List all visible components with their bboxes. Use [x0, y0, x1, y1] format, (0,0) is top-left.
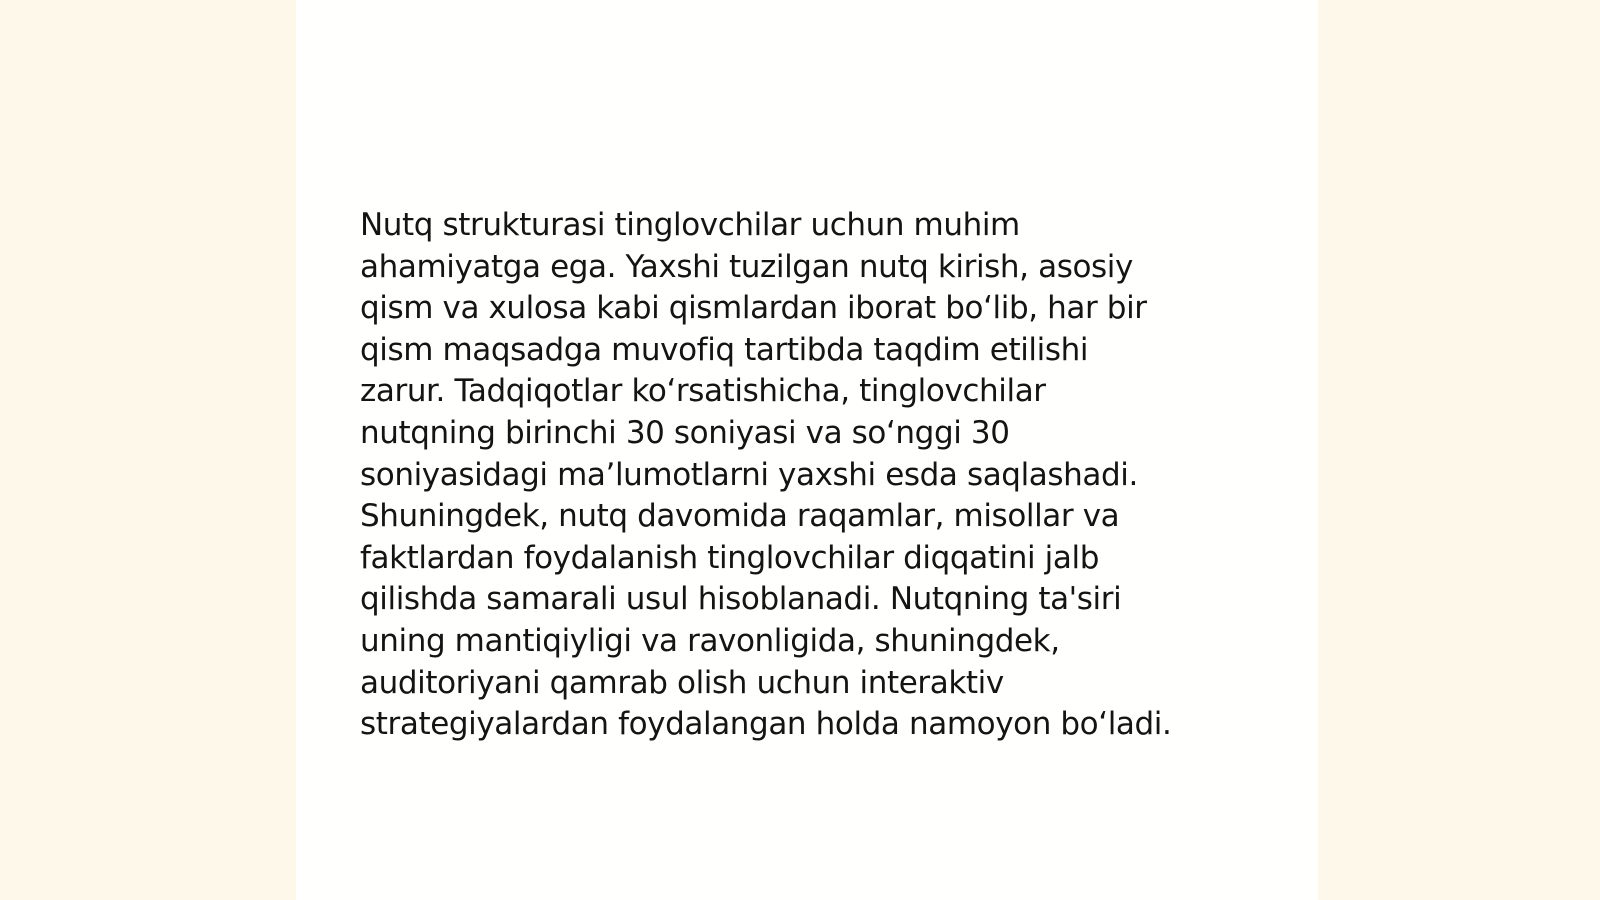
paragraph-line: faktlardan foydalanish tinglovchilar diqqatini jalb [360, 539, 1099, 576]
paragraph-line: soniyasidagi ma’lumotlarni yaxshi esda saqlashadi. [360, 456, 1138, 493]
paragraph-line: qism va xulosa kabi qismlardan iborat bo‘lib, har bir [360, 290, 1147, 327]
paragraph-line: Nutq strukturasi tinglovchilar uchun muhim [360, 207, 1020, 243]
paragraph-line: zarur. Tadqiqotlar ko‘rsatishicha, tinglovchilar [360, 373, 1046, 410]
paragraph-line: nutqning birinchi 30 soniyasi va so‘nggi 30 [360, 414, 1010, 451]
paragraph-line: Shuningdek, nutq davomida raqamlar, misollar va [360, 498, 1120, 535]
paragraph-line: auditoriyani qamrab olish uchun interaktiv [360, 664, 1004, 701]
body-paragraph [360, 205, 1260, 746]
paragraph-line: ahamiyatga ega. Yaxshi tuzilgan nutq kirish, asosiy [360, 248, 1133, 285]
paragraph-line: strategiyalardan foydalangan holda namoyon bo‘ladi. [360, 706, 1172, 743]
paragraph-line: uning mantiqiyligi va ravonligida, shuningdek, [360, 622, 1060, 659]
paragraph-line: qism maqsadga muvofiq tartibda taqdim etilishi [360, 331, 1089, 368]
paragraph-line: qilishda samarali usul hisoblanadi. Nutqning ta'siri [360, 581, 1122, 618]
